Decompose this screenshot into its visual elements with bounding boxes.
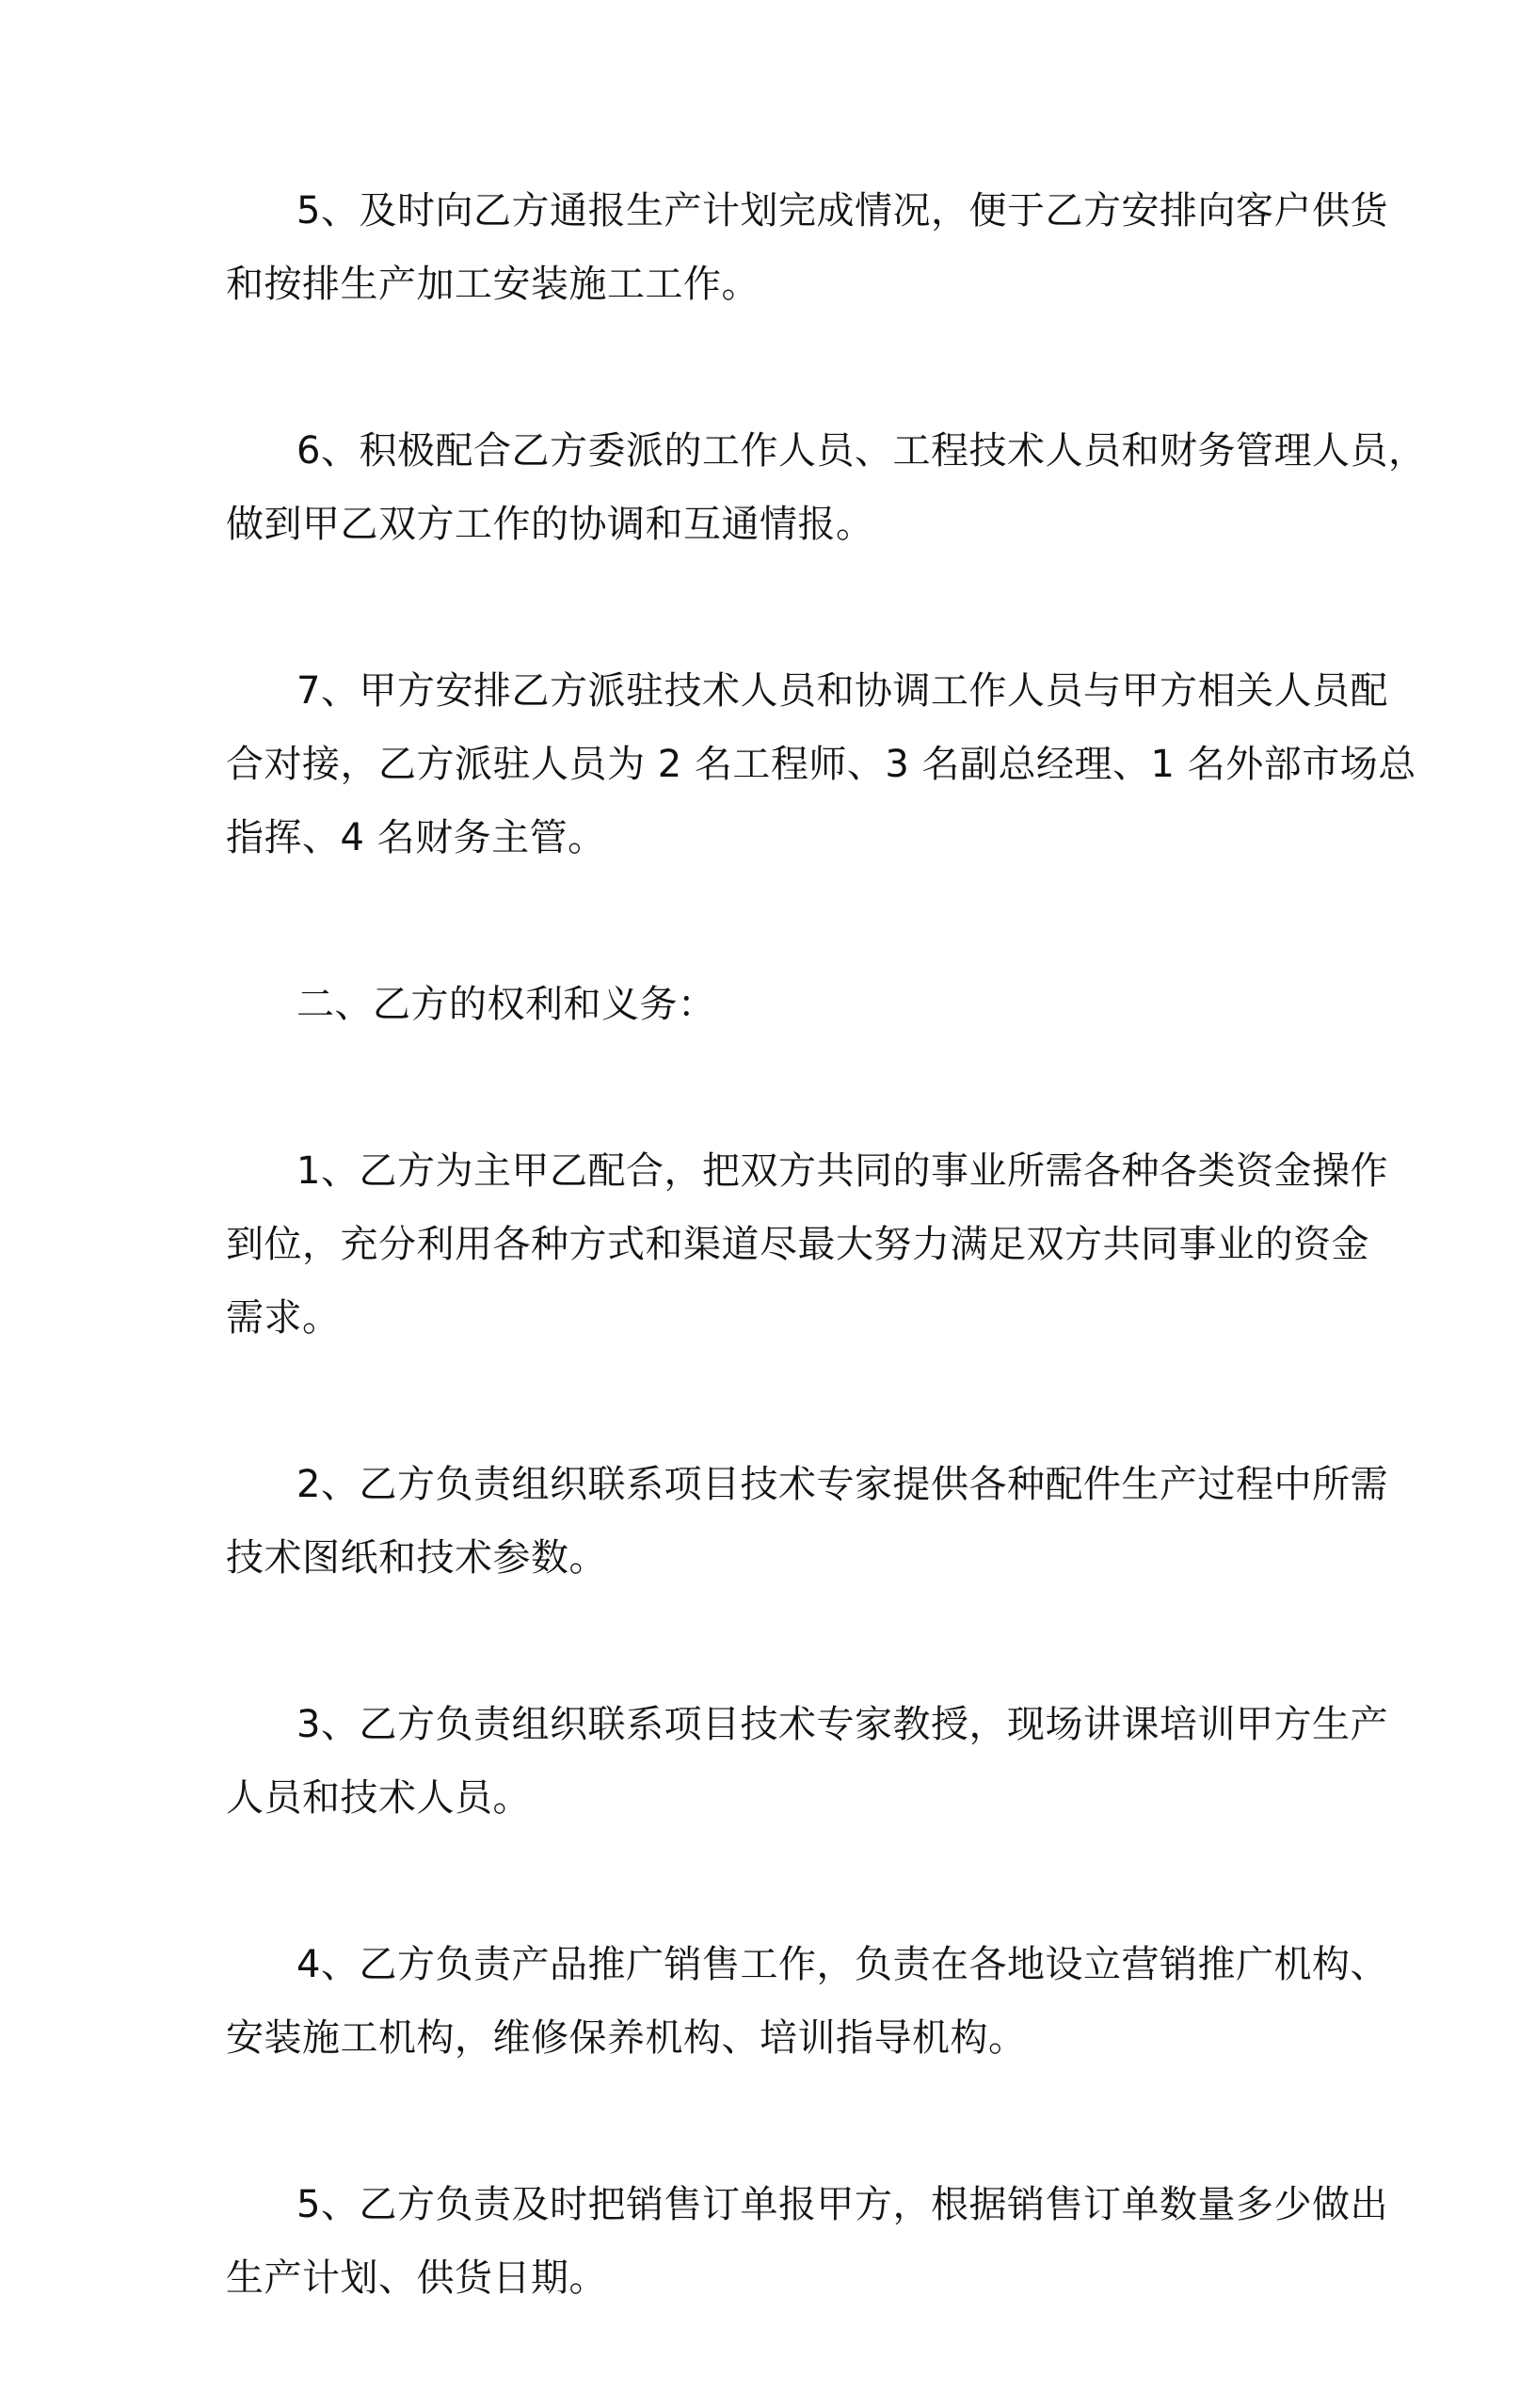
paragraph-line: 需求。 [226,1296,341,1340]
section-heading-text: 二、乙方的权利和义务： [296,983,716,1026]
paragraph-line: 5、及时向乙方通报生产计划完成情况，便于乙方安排向客户供货 [296,189,1388,233]
paragraph-line: 人员和技术人员。 [226,1776,531,1820]
paragraph-line: 到位，充分利用各种方式和渠道尽最大努力满足双方共同事业的资金 [226,1223,1369,1266]
paragraph-line: 合对接，乙方派驻人员为 2 名工程师、3 名副总经理、1 名外部市场总 [226,743,1416,786]
paragraph-line: 3、乙方负责组织联系项目技术专家教授，现场讲课培训甲方生产 [296,1703,1388,1746]
paragraph-line: 安装施工机构，维修保养机构、培训指导机构。 [226,2016,1027,2060]
document-body [226,174,1427,2408]
section-heading [226,968,1327,1041]
paragraph-b1 [226,1134,1388,1355]
paragraph-line: 1、乙方为主甲乙配合，把双方共同的事业所需各种各类资金操作 [296,1149,1388,1193]
paragraph-b5 [226,2168,1388,2315]
paragraph-b2 [226,1448,1388,1595]
paragraph-a6 [226,414,1427,561]
paragraph-b3 [226,1688,1388,1835]
paragraph-line: 4、乙方负责产品推广销售工作，负责在各地设立营销推广机构、 [296,1943,1388,1986]
paragraph-line: 2、乙方负责组织联系项目技术专家提供各种配件生产过程中所需 [296,1463,1388,1506]
paragraph-b4 [226,1928,1388,2075]
paragraph-line: 指挥、4 名财务主管。 [226,816,606,859]
paragraph-line: 做到甲乙双方工作的协调和互通情报。 [226,503,874,546]
paragraph-line: 生产计划、供货日期。 [226,2256,607,2300]
paragraph-line: 7、甲方安排乙方派驻技术人员和协调工作人员与甲方相关人员配 [296,669,1388,713]
paragraph-line: 5、乙方负责及时把销售订单报甲方，根据销售订单数量多少做出 [296,2183,1388,2226]
paragraph-line: 技术图纸和技术参数。 [226,1536,607,1580]
paragraph-a5 [226,174,1388,321]
paragraph-line: 6、积极配合乙方委派的工作人员、工程技术人员和财务管理人员， [296,429,1427,473]
paragraph-line: 和按排生产加工安装施工工作。 [226,263,760,306]
paragraph-a7 [226,654,1416,875]
